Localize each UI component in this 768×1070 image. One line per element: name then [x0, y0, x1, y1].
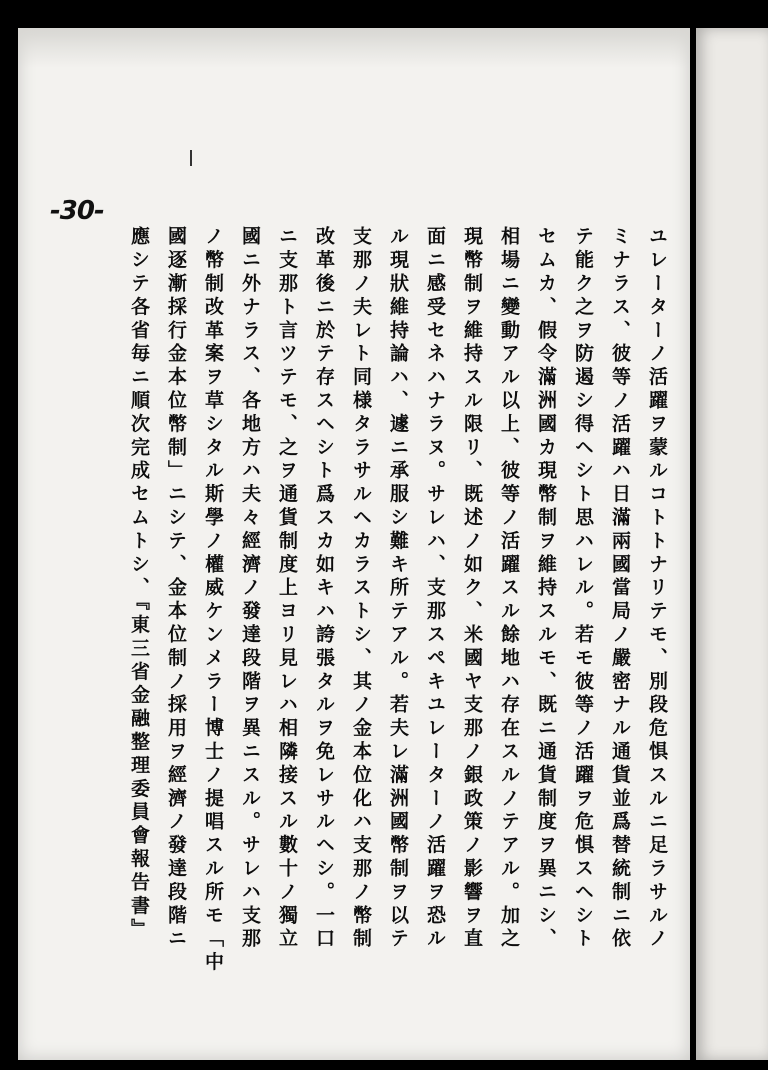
pencil-mark	[190, 150, 192, 166]
text-column-14: 國逐漸採行金本位幣制」ニシテ、金本位制ノ採用ヲ經濟ノ發達段階ニ	[165, 226, 187, 952]
text-column-7: 面ニ感受セネハナラヌ。サレハ、支那スペキユレーターノ活躍ヲ恐ル	[424, 226, 446, 952]
text-column-1: ユレーターノ活躍ヲ蒙ルコトトナリテモ、別段危惧スルニ足ラサルノ	[646, 226, 668, 952]
text-column-10: 改革後ニ於テ存スヘシト爲スカ如キハ誇張タルヲ免レサルヘシ。一口	[313, 226, 335, 952]
vertical-text-body	[126, 226, 666, 1026]
text-column-2: ミナラス、彼等ノ活躍ハ日滿兩國當局ノ嚴密ナル通貨並爲替統制ニ依	[609, 226, 631, 952]
page-number: -30-	[50, 196, 104, 226]
document-page	[18, 28, 690, 1060]
text-column-11: ニ支那ト言ツテモ、之ヲ通貨制度上ヨリ見レハ相隣接スル數十ノ獨立	[276, 226, 298, 952]
text-column-12: 國ニ外ナラス、各地方ハ夫々經濟ノ發達段階ヲ異ニスル。サレハ支那	[239, 226, 261, 952]
text-column-5: 相場ニ變動アル以上、彼等ノ活躍スル餘地ハ存在スルノテアル。加之	[498, 226, 520, 952]
text-column-6: 現幣制ヲ維持スル限リ、既述ノ如ク、米國ヤ支那ノ銀政策ノ影響ヲ直	[461, 226, 483, 952]
text-column-9: 支那ノ夫レト同様タラサルヘカラストシ、其ノ金本位化ハ支那ノ幣制	[350, 226, 372, 952]
text-column-15: 應シテ各省毎ニ順次完成セムトシ、『東三省金融整理委員會報告書』	[128, 226, 150, 942]
text-column-4: セムカ、假令滿洲國カ現幣制ヲ維持スルモ、既ニ通貨制度ヲ異ニシ、	[535, 226, 557, 952]
text-column-3: テ能ク之ヲ防遏シ得ヘシト思ハレル。若モ彼等ノ活躍ヲ危惧スヘシト	[572, 226, 594, 952]
adjacent-page-edge	[696, 28, 768, 1060]
text-column-13: ノ幣制改革案ヲ草シタル斯學ノ權威ケンメラー博士ノ提唱スル所モ「中	[202, 226, 224, 975]
text-column-8: ル現狀維持論ハ、遽ニ承服シ難キ所テアル。若夫レ滿洲國幣制ヲ以テ	[387, 226, 409, 952]
